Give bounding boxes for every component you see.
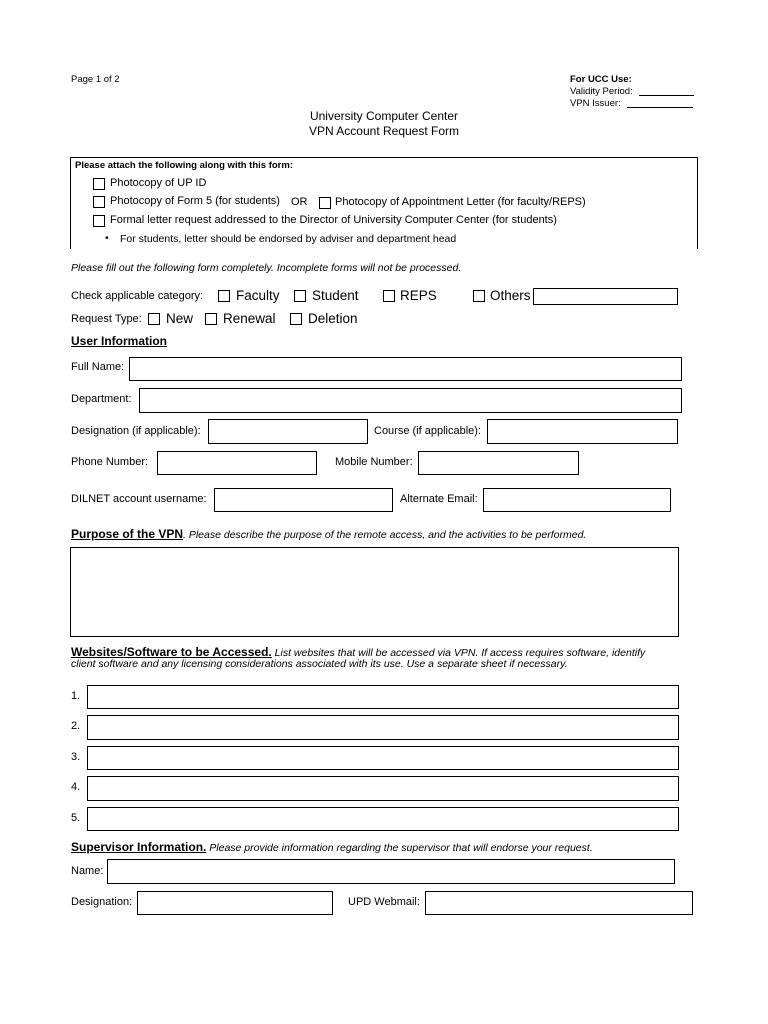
category-reps-label: REPS [400, 288, 437, 303]
supervisor-name-input[interactable] [107, 859, 675, 884]
request-renewal-label: Renewal [223, 311, 276, 326]
checkbox-category-others[interactable] [473, 290, 485, 302]
full-name-label: Full Name: [71, 361, 125, 373]
website-row-number: 4. [71, 781, 81, 793]
website-row-number: 1. [71, 690, 81, 702]
attachment-or-text: OR [291, 196, 308, 208]
designation-input[interactable] [208, 419, 368, 444]
attachments-heading: Please attach the following along with this form: [75, 160, 293, 171]
vpn-issuer-line [627, 107, 693, 108]
form-title-line2: VPN Account Request Form [308, 124, 460, 138]
category-others-label: Others [490, 288, 531, 303]
department-label: Department: [71, 393, 132, 405]
checkbox-appointment-letter[interactable] [319, 197, 331, 209]
website-row-input[interactable] [87, 715, 679, 740]
website-row-number: 2. [71, 720, 81, 732]
supervisor-description: Please provide information regarding the supervisor that will endorse your request. [206, 842, 593, 854]
checkbox-request-new[interactable] [148, 313, 160, 325]
websites-description-line1: List websites that will be accessed via VPN. If access requires software, identify [271, 647, 646, 659]
department-input[interactable] [139, 388, 682, 413]
checkbox-request-renewal[interactable] [205, 313, 217, 325]
form-instructions: Please fill out the following form completely. Incomplete forms will not be processed. [71, 262, 462, 274]
alternate-email-input[interactable] [483, 488, 671, 512]
page-number: Page 1 of 2 [71, 74, 120, 85]
attachment-formal-letter-label: Formal letter request addressed to the Director of University Computer Center (for students) [110, 214, 557, 226]
attachment-form5-label: Photocopy of Form 5 (for students) [110, 195, 280, 207]
course-input[interactable] [487, 419, 678, 444]
phone-number-input[interactable] [157, 451, 317, 475]
dilnet-username-input[interactable] [214, 488, 393, 512]
request-new-label: New [166, 311, 194, 326]
checkbox-category-student[interactable] [294, 290, 306, 302]
attachment-bullet-note: For students, letter should be endorsed by adviser and department head [120, 233, 457, 245]
purpose-textarea[interactable] [70, 547, 679, 637]
websites-heading: Websites/Software to be Accessed. [71, 645, 272, 659]
checkbox-category-faculty[interactable] [218, 290, 230, 302]
website-row-number: 5. [71, 812, 81, 824]
checkbox-category-reps[interactable] [383, 290, 395, 302]
course-label: Course (if applicable): [374, 425, 481, 437]
supervisor-heading-row [71, 838, 593, 856]
website-row-input[interactable] [87, 685, 679, 709]
websites-description-line2: client software and any licensing considerations associated with its use. Use a separate sheet if necessary. [71, 658, 568, 670]
vpn-issuer-label: VPN Issuer: [570, 98, 621, 109]
purpose-description: . Please describe the purpose of the remote access, and the activities to be performed. [183, 529, 587, 541]
checkbox-request-deletion[interactable] [290, 313, 302, 325]
attachment-up-id-label: Photocopy of UP ID [110, 177, 207, 189]
category-faculty-label: Faculty [236, 288, 280, 303]
alternate-email-label: Alternate Email: [400, 493, 478, 505]
bullet-icon: • [105, 232, 109, 244]
full-name-input[interactable] [129, 357, 682, 381]
website-row-input[interactable] [87, 807, 679, 831]
mobile-number-label: Mobile Number: [335, 456, 413, 468]
website-row-number: 3. [71, 751, 81, 763]
validity-period-line [639, 95, 694, 96]
checkbox-form5[interactable] [93, 196, 105, 208]
validity-period-label: Validity Period: [570, 86, 633, 97]
supervisor-name-label: Name: [71, 865, 104, 877]
ucc-use-title: For UCC Use: [570, 74, 632, 85]
designation-label: Designation (if applicable): [71, 425, 201, 437]
purpose-heading: Purpose of the VPN [71, 527, 184, 541]
supervisor-heading: Supervisor Information. [71, 840, 207, 854]
user-information-heading: User Information [71, 334, 168, 348]
dilnet-username-label: DILNET account username: [71, 493, 207, 505]
purpose-heading-row [71, 525, 586, 543]
category-label: Check applicable category: [71, 290, 204, 302]
website-row-input[interactable] [87, 746, 679, 770]
supervisor-designation-input[interactable] [137, 891, 333, 915]
form-title-line1: University Computer Center [309, 109, 459, 123]
supervisor-designation-label: Designation: [71, 896, 133, 908]
request-type-label: Request Type: [71, 313, 142, 325]
mobile-number-input[interactable] [418, 451, 579, 475]
request-deletion-label: Deletion [308, 311, 358, 326]
attachment-appointment-letter-label: Photocopy of Appointment Letter (for faculty/REPS) [335, 196, 586, 208]
checkbox-up-id[interactable] [93, 178, 105, 190]
supervisor-webmail-input[interactable] [425, 891, 693, 915]
website-row-input[interactable] [87, 776, 679, 801]
phone-number-label: Phone Number: [71, 456, 149, 468]
checkbox-formal-letter[interactable] [93, 215, 105, 227]
category-others-input[interactable] [533, 288, 678, 305]
category-student-label: Student [312, 288, 359, 303]
supervisor-webmail-label: UPD Webmail: [348, 896, 420, 908]
